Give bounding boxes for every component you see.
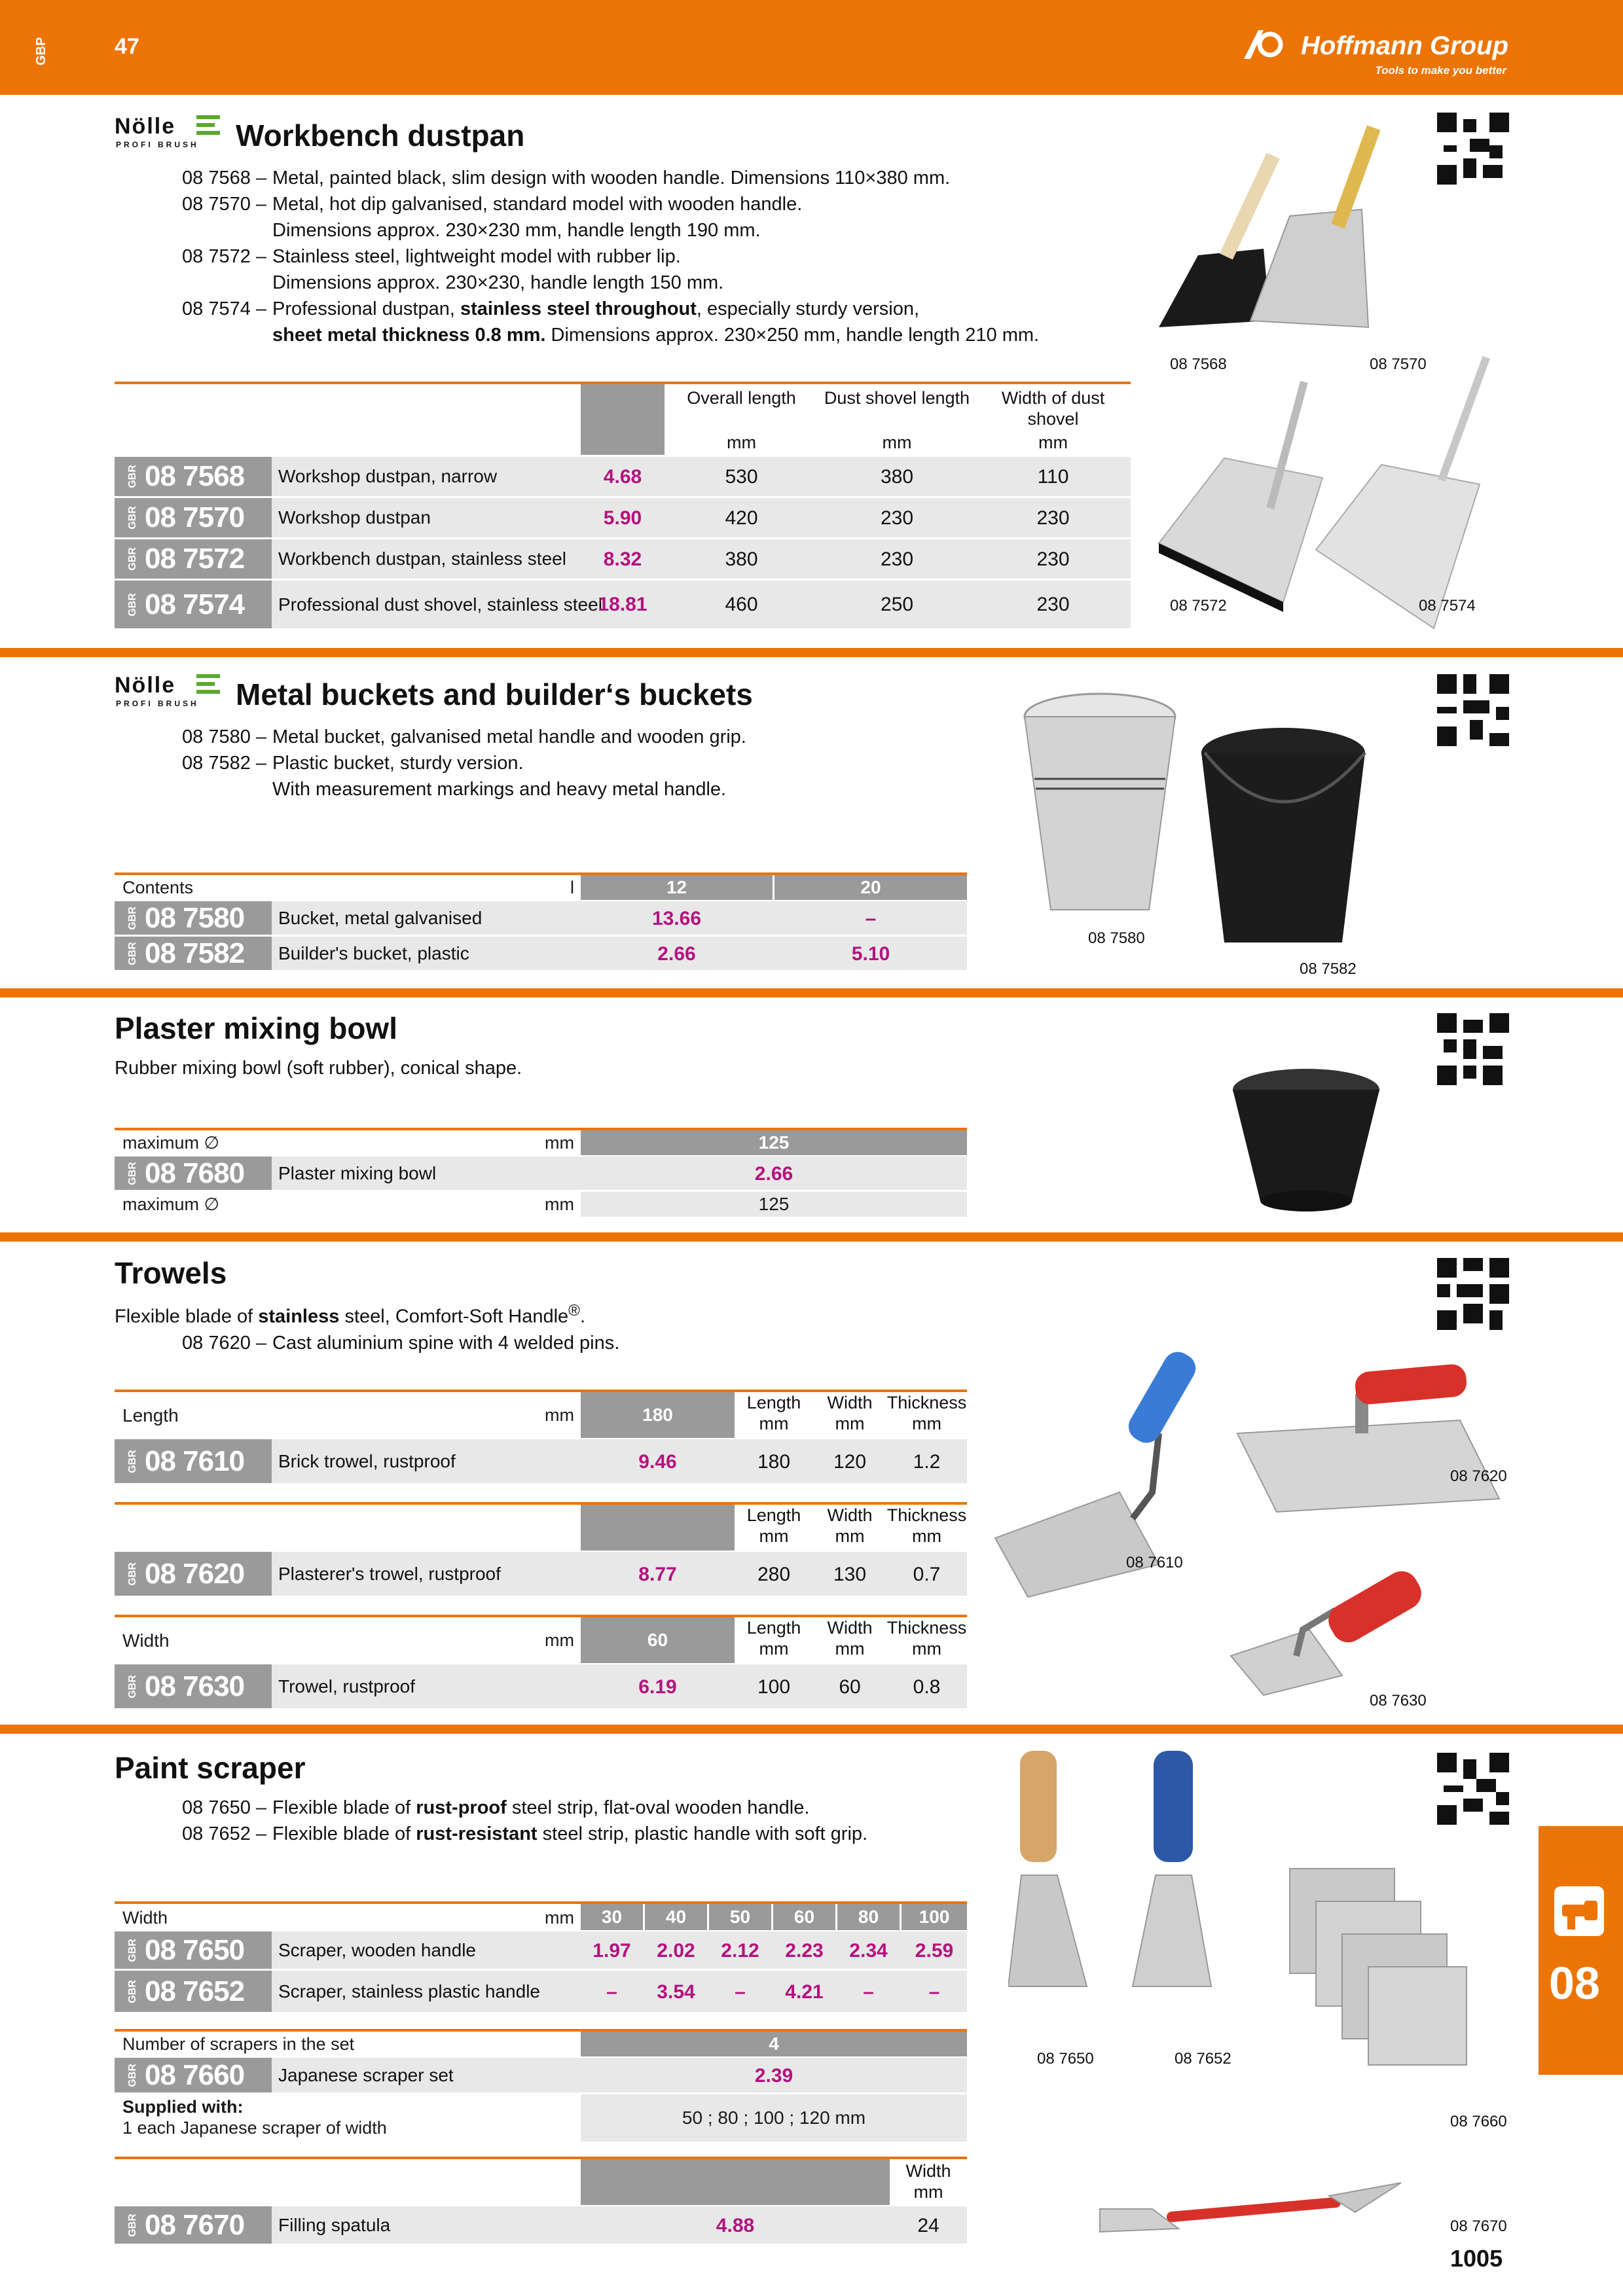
size-header	[581, 1505, 735, 1551]
col-header: Length mm	[746, 1393, 801, 1433]
col-header: Thickness mm	[886, 1618, 967, 1659]
scraper-image	[1008, 1751, 1519, 2248]
image-caption: 08 7610	[1126, 1554, 1183, 1571]
size-header: 125	[581, 1130, 967, 1155]
hoffmann-logo-icon	[1244, 30, 1283, 59]
size-header: 100	[902, 1904, 967, 1930]
price: 2.66	[657, 943, 696, 965]
col-header: Length mm	[746, 1618, 801, 1659]
price: 2.59	[915, 1940, 954, 1962]
size-header: 60	[581, 1617, 735, 1663]
price: 5.10	[851, 943, 890, 965]
set-label: Number of scrapers in the set	[122, 2034, 355, 2054]
tools-icon	[1553, 1885, 1605, 1937]
article-number: 08 7660	[145, 2058, 245, 2091]
article-number: 08 7630	[145, 1670, 245, 1702]
buckets-description: 08 7580 – Metal bucket, galvanised metal handle and wooden grip. 08 7582 – Plastic bucket, sturdy version. With measurement markings and heavy metal handle.	[182, 726, 746, 800]
section-title-dustpan: Workbench dustpan	[236, 118, 525, 152]
page-number-top: 47	[115, 34, 139, 59]
article-number: 08 7670	[145, 2208, 245, 2241]
price: 4.21	[785, 1981, 824, 2003]
article-number: 08 7680	[145, 1157, 245, 1189]
table-footer-label: maximum ∅ mm	[122, 1194, 574, 1214]
table-header-label: Width mm	[122, 1908, 574, 1928]
price: 2.39	[754, 2065, 793, 2087]
image-caption: 08 7582	[1300, 960, 1357, 978]
table-row[interactable]: GBR 08 7650 Scraper, wooden handle 1.97 2.02 2.12 2.23 2.34 2.59	[115, 1931, 967, 1971]
dustpan-image	[1152, 353, 1519, 635]
col-header: Width mm	[905, 2161, 951, 2202]
trowel-image	[989, 1348, 1512, 1715]
image-caption: 08 7650	[1037, 2050, 1094, 2068]
table-row[interactable]: GBR 08 7652 Scraper, stainless plastic handle – 3.54 – 4.21 – –	[115, 1971, 967, 2014]
section-title-bowl: Plaster mixing bowl	[115, 1011, 397, 1045]
price: –	[863, 1981, 874, 2003]
image-caption: 08 7570	[1370, 355, 1427, 373]
price: 9.46	[638, 1451, 677, 1473]
size-header	[581, 2159, 890, 2205]
table-row[interactable]: GBR 08 7580 Bucket, metal galvanised 13.66 –	[115, 901, 967, 937]
col-unit: mm	[1038, 433, 1068, 452]
table-header-label: Width mm	[122, 1630, 574, 1651]
scraper-description: 08 7650 – Flexible blade of rust-proof steel strip, flat-oval wooden handle. 08 7652 – Flexible blade of rust-resistant steel strip, plastic handle with soft grip.	[182, 1797, 868, 1844]
bowl-description: Rubber mixing bowl (soft rubber), conical shape.	[115, 1058, 522, 1079]
qr-code-icon	[1437, 1013, 1509, 1085]
nolle-brand-sub: PROFI BRUSH	[116, 140, 199, 149]
col-header: Width of dust shovel	[1001, 388, 1105, 429]
dustpan-description: 08 7568 – Metal, painted black, slim design with wooden handle. Dimensions 110×380 mm. 08 7570 – Metal, hot dip galvanised, standard model with wooden handle. Dimensions approx. 230×230 mm, handle length 190 mm. 08 7572 – Stainless steel, lightweight model with rubber lip. Dimensions approx. 230×230, handle length 150 mm. 08 7574 – Professional dustpan, stainless steel throughout, especially sturdy version, sheet metal thickness 0.8 mm. Dimensions approx. 230×250 mm, handle length 210 mm.	[182, 168, 1040, 346]
article-number: 08 7610	[145, 1444, 245, 1477]
price: 4.68	[603, 466, 642, 488]
size-header: 40	[645, 1904, 707, 1930]
dustpan-image	[1152, 111, 1440, 340]
article-number: 08 7574	[145, 588, 245, 620]
col-header: Length mm	[746, 1505, 801, 1546]
price: 5.90	[603, 507, 642, 529]
table-header-label: maximum ∅ mm	[122, 1133, 574, 1153]
supplied-value: 50 ; 80 ; 100 ; 120 mm	[581, 2094, 967, 2142]
image-caption: 08 7574	[1419, 597, 1476, 615]
bowl-image	[1224, 1064, 1388, 1221]
section-separator	[0, 988, 1623, 997]
price: 13.66	[651, 908, 702, 929]
article-number: 08 7572	[145, 543, 245, 575]
size-header: 4	[581, 2032, 967, 2056]
table-row[interactable]: GBR 08 7570 Workshop dustpan 5.90 420 230 230	[115, 498, 1131, 539]
image-caption: 08 7660	[1450, 2113, 1507, 2130]
qr-code-icon	[1437, 113, 1509, 185]
size-header: 80	[837, 1904, 900, 1930]
qr-code-icon	[1437, 674, 1509, 746]
nolle-brand-sub: PROFI BRUSH	[116, 699, 199, 708]
nolle-logo-icon	[196, 674, 220, 694]
table-row[interactable]: GBR 08 7680 Plaster mixing bowl 2.66	[115, 1157, 967, 1192]
price: 18.81	[598, 594, 647, 615]
table-row[interactable]: GBR 08 7582 Builder's bucket, plastic 2.66 5.10	[115, 937, 967, 972]
col-header: Width mm	[827, 1505, 873, 1546]
col-header: Dust shovel length	[824, 388, 970, 408]
col-unit: mm	[727, 433, 756, 452]
image-caption: 08 7580	[1088, 929, 1145, 947]
supplied-with: Supplied with: 1 each Japanese scraper of width	[122, 2097, 387, 2138]
nolle-brand: Nölle	[115, 673, 176, 698]
image-caption: 08 7572	[1170, 597, 1227, 615]
image-caption: 08 7670	[1450, 2217, 1507, 2235]
price: 2.66	[754, 1163, 793, 1185]
col-header: Thickness mm	[886, 1505, 967, 1546]
price: –	[865, 908, 877, 929]
article-number: 08 7582	[145, 937, 245, 969]
price: 2.12	[721, 1940, 759, 1962]
size-header: 60	[773, 1904, 835, 1930]
article-number: 08 7568	[145, 460, 245, 492]
col-header: Width mm	[827, 1618, 873, 1659]
size-header: 20	[775, 875, 967, 900]
col-header: Thickness mm	[886, 1393, 967, 1433]
price: 6.19	[638, 1676, 677, 1698]
col-header: Width mm	[827, 1393, 873, 1433]
table-row[interactable]: GBR 08 7620 Plasterer's trowel, rustproof 8.77 280 130 0.7	[115, 1552, 967, 1598]
table-header-label: Length mm	[122, 1405, 574, 1426]
image-caption: 08 7630	[1370, 1692, 1427, 1710]
price: 4.88	[716, 2215, 755, 2236]
article-number: 08 7650	[145, 1933, 245, 1966]
section-title-scraper: Paint scraper	[115, 1751, 306, 1785]
section-title-trowels: Trowels	[115, 1256, 227, 1290]
section-separator	[0, 648, 1623, 657]
section-title-buckets: Metal buckets and builder‘s buckets	[236, 677, 753, 711]
image-caption: 08 7652	[1175, 2050, 1231, 2068]
table-row[interactable]: GBR 08 7574 Professional dust shovel, stainless steel 18.81 460 250 230	[115, 581, 1131, 630]
page-number: 1005	[1450, 2245, 1503, 2272]
table-row[interactable]: GBR 08 7610 Brick trowel, rustproof 9.46 180 120 1.2	[115, 1439, 967, 1485]
price: 1.97	[593, 1940, 631, 1962]
trowels-description: Flexible blade of stainless steel, Comfort-Soft Handle®. 08 7620 – Cast aluminium spine with 4 welded pins.	[115, 1302, 620, 1354]
brand-name: Hoffmann Group	[1300, 31, 1508, 60]
size-header: 180	[581, 1392, 735, 1438]
price: 3.54	[657, 1981, 695, 2003]
col-unit: mm	[882, 433, 912, 452]
side-code: GBP	[34, 37, 48, 65]
price: –	[928, 1981, 940, 2003]
section-separator	[0, 1725, 1623, 1734]
size-header: 50	[709, 1904, 771, 1930]
article-number: 08 7620	[145, 1557, 245, 1590]
chapter-tab[interactable]	[1539, 1826, 1623, 2075]
bucket-image	[1008, 681, 1427, 969]
price: –	[735, 1981, 746, 2003]
nolle-logo-icon	[196, 115, 220, 135]
size-header: 12	[581, 875, 773, 900]
price-header	[581, 384, 665, 455]
table-row[interactable]: GBR 08 7572 Workbench dustpan, stainless steel 8.32 380 230 230	[115, 539, 1131, 581]
price: 2.23	[785, 1940, 824, 1962]
size-header: 30	[581, 1904, 643, 1930]
image-caption: 08 7568	[1170, 355, 1227, 373]
price: 2.02	[657, 1940, 695, 1962]
col-header: Overall length	[687, 388, 796, 408]
table-row[interactable]: GBR 08 7670 Filling spatula 4.88 24	[115, 2206, 967, 2246]
section-separator	[0, 1232, 1623, 1242]
price: 8.77	[638, 1564, 677, 1585]
article-number: 08 7580	[145, 901, 245, 934]
table-row[interactable]: GBR 08 7630 Trowel, rustproof 6.19 100 60 0.8	[115, 1664, 967, 1710]
nolle-brand: Nölle	[115, 114, 176, 139]
table-header-label: Contents l	[122, 878, 574, 897]
price: 2.34	[849, 1940, 888, 1962]
price: –	[606, 1981, 617, 2003]
article-number: 08 7570	[145, 501, 245, 533]
article-number: 08 7652	[145, 1975, 245, 2007]
image-caption: 08 7620	[1450, 1467, 1507, 1485]
brand-tagline: Tools to make you better	[1375, 64, 1506, 77]
table-row[interactable]: GBR 08 7660 Japanese scraper set 2.39	[115, 2058, 967, 2094]
qr-code-icon	[1437, 1258, 1509, 1330]
chapter-number: 08	[1549, 1958, 1600, 2009]
price: 8.32	[603, 548, 642, 570]
table-footer-value: 125	[581, 1192, 967, 1217]
table-row[interactable]: GBR 08 7568 Workshop dustpan, narrow 4.68 530 380 110	[115, 457, 1131, 498]
